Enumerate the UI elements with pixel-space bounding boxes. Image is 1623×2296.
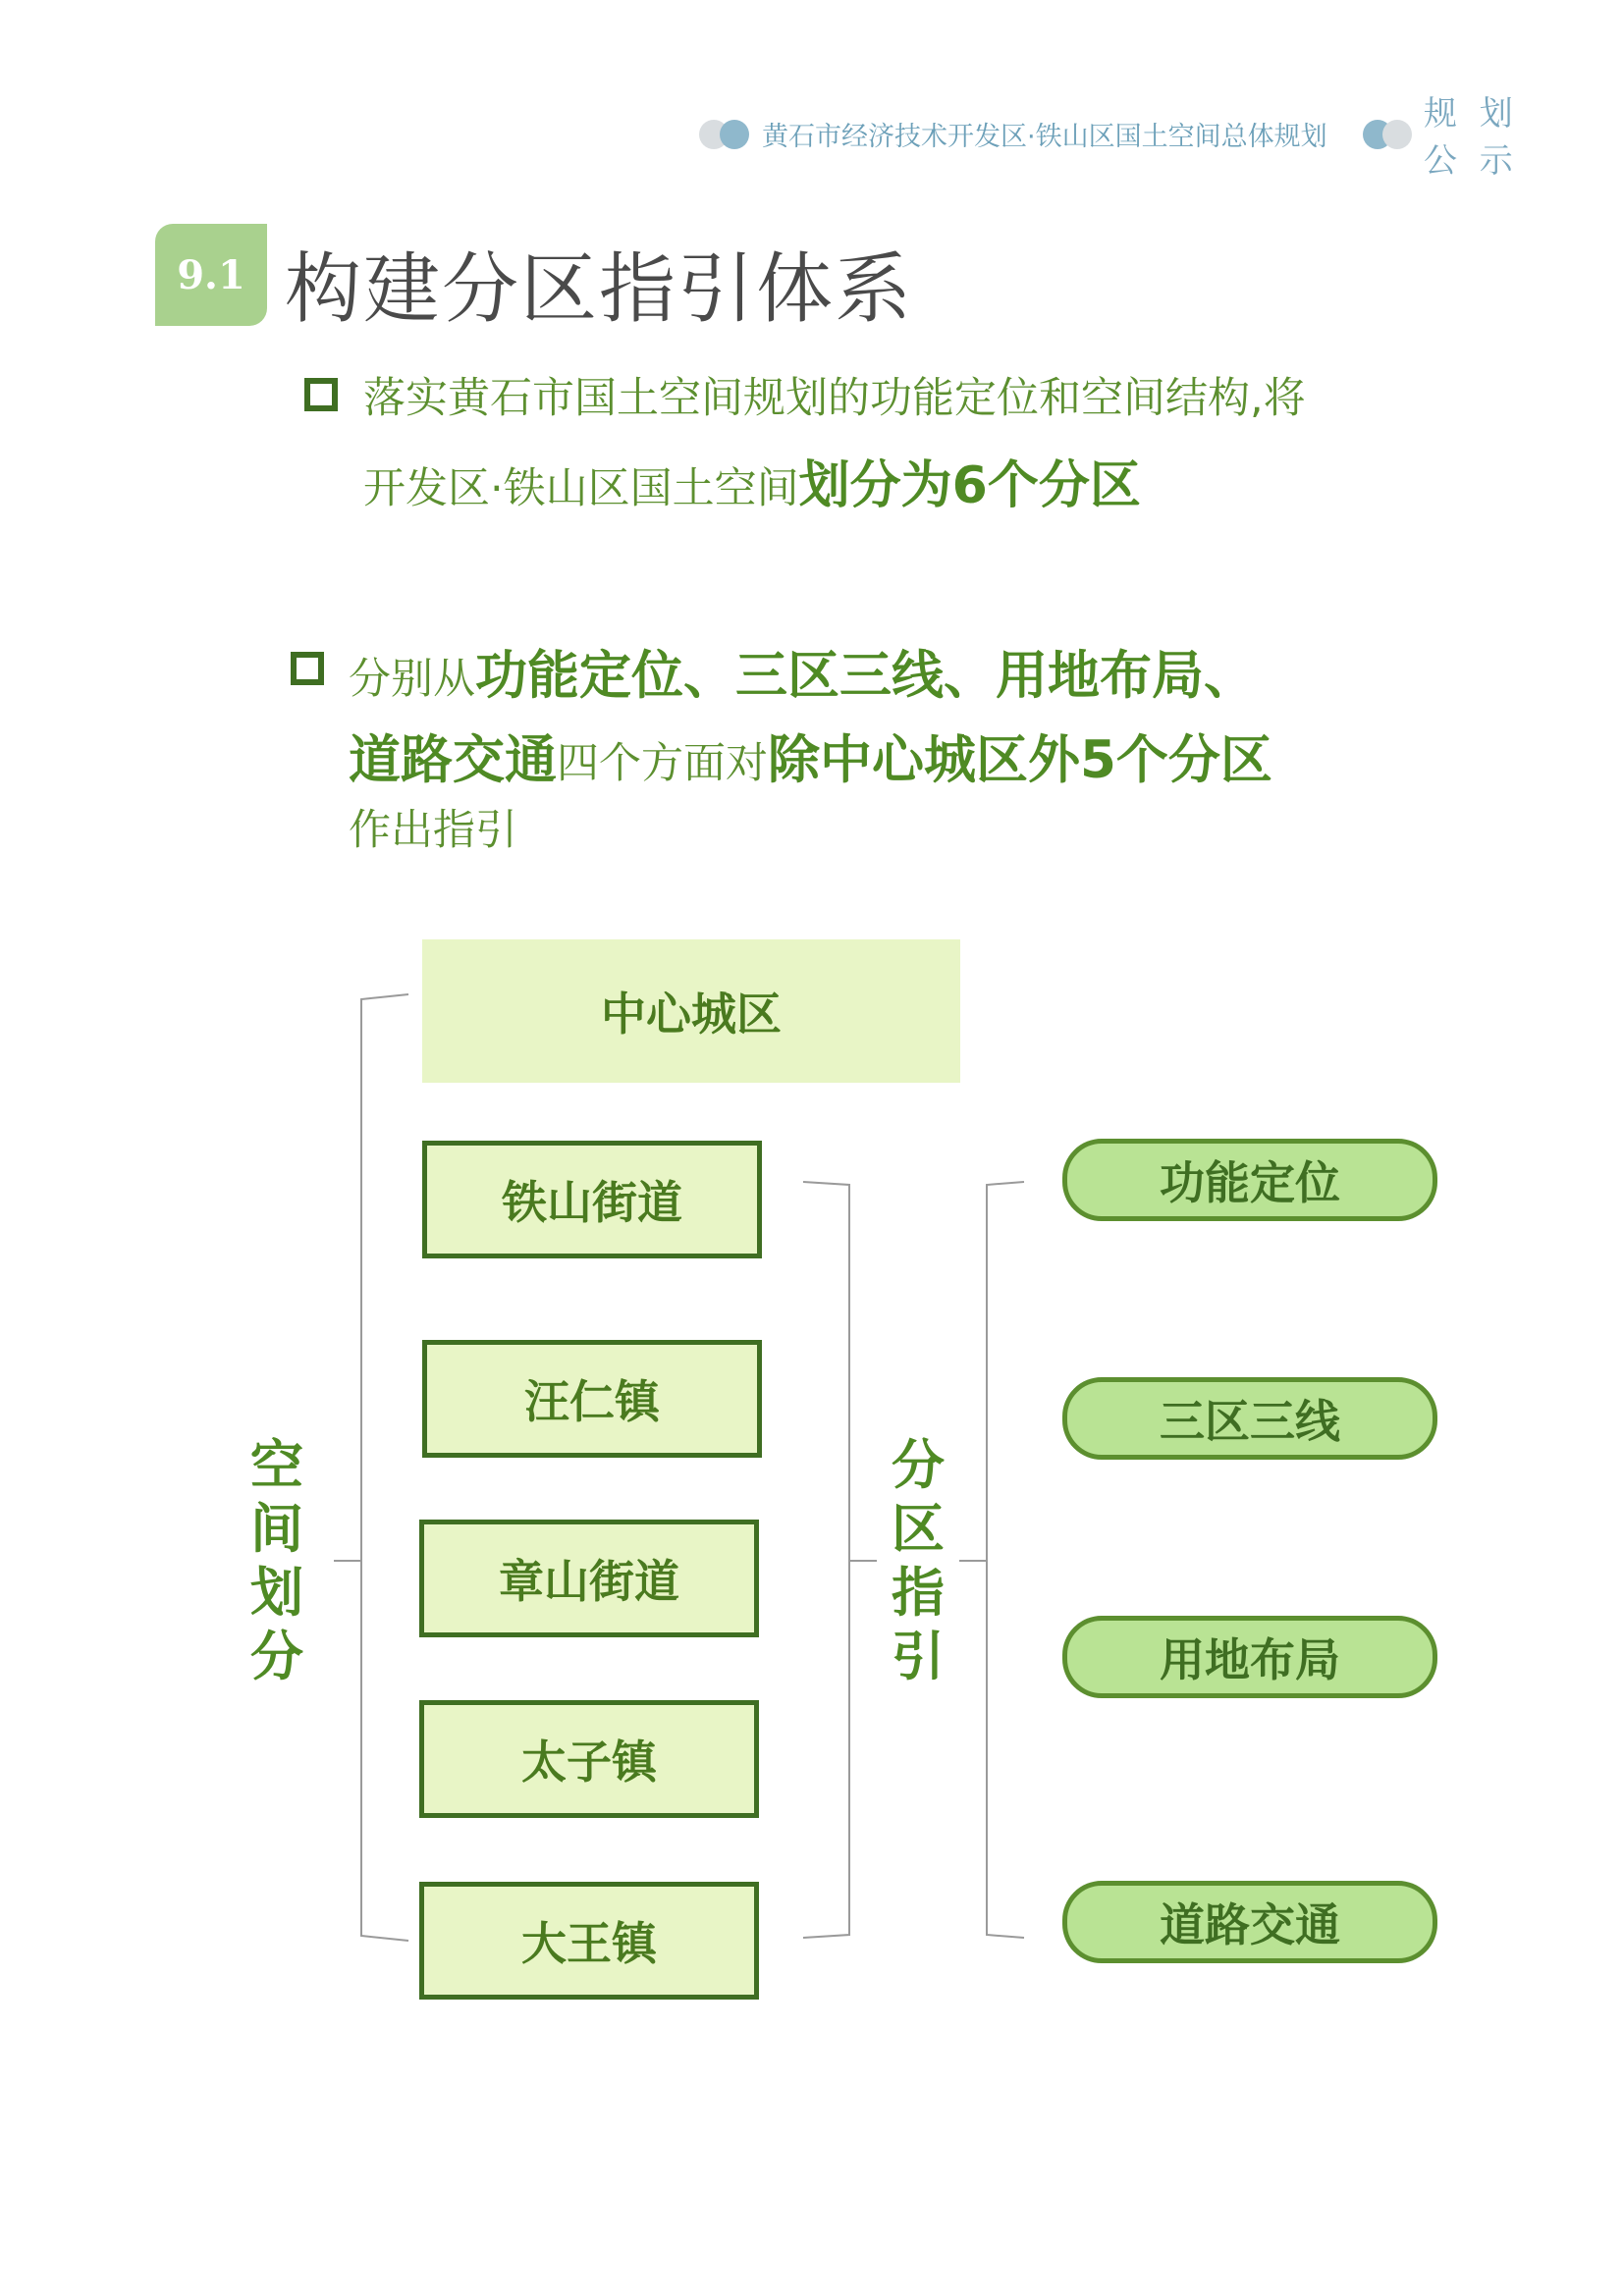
side-label-line1: 规 划 — [1424, 94, 1519, 133]
guide-pill-function: 功能定位 — [1062, 1139, 1437, 1221]
area-box-taizi: 太子镇 — [419, 1700, 759, 1818]
bullet2-line2-plain: 四个方面对 — [557, 739, 768, 788]
area-box-wangren: 汪仁镇 — [422, 1340, 762, 1458]
vlabel-char: 分 — [892, 1434, 945, 1496]
bullet1-line2-bold: 划分为6个分区 — [798, 456, 1141, 515]
section-number-badge: 9.1 — [155, 224, 267, 326]
vlabel-char: 划 — [250, 1562, 303, 1624]
central-urban-area-label: 中心城区 — [601, 988, 782, 1041]
bullet2-line2-bold-a: 道路交通 — [349, 730, 557, 790]
vlabel-char: 引 — [892, 1626, 945, 1687]
guide-pill-three-zones: 三区三线 — [1062, 1377, 1437, 1460]
bullet2-line1-bold: 功能定位、三区三线、用地布局、 — [475, 646, 1256, 706]
bullet1-line1: 落实黄石市国土空间规划的功能定位和空间结构,将 — [363, 374, 1306, 423]
vlabel-char: 空 — [250, 1434, 303, 1496]
left-bracket-line — [361, 994, 408, 1941]
right-bracket-line — [987, 1182, 1024, 1938]
area-box-dawang: 大王镇 — [419, 1882, 759, 2000]
central-urban-area-box — [422, 939, 960, 1083]
bullet1-line2-plain: 开发区·铁山区国土空间 — [363, 464, 799, 513]
section-title: 构建分区指引体系 — [285, 245, 914, 334]
vlabel-char: 分 — [250, 1626, 303, 1687]
middle-bracket-line — [803, 1182, 849, 1938]
bullet2-line2-bold-b: 除中心城区外5个分区 — [768, 730, 1272, 790]
vlabel-char: 区 — [892, 1498, 945, 1560]
area-box-tieshan: 铁山街道 — [422, 1141, 762, 1258]
guide-pill-road-traffic: 道路交通 — [1062, 1881, 1437, 1963]
area-box-zhangshan: 章山街道 — [419, 1520, 759, 1637]
side-label-line2: 公 示 — [1424, 141, 1519, 181]
document-title: 黄石市经济技术开发区·铁山区国土空间总体规划 — [762, 122, 1327, 152]
spatial-division-label — [247, 1433, 306, 1688]
vlabel-char: 间 — [250, 1498, 303, 1560]
zone-guidance-label — [889, 1433, 947, 1688]
bullet2-line3: 作出指引 — [349, 806, 517, 855]
guide-pill-land-use: 用地布局 — [1062, 1616, 1437, 1698]
vlabel-char: 指 — [892, 1562, 945, 1624]
bullet2-line1-plain: 分别从 — [349, 655, 475, 704]
